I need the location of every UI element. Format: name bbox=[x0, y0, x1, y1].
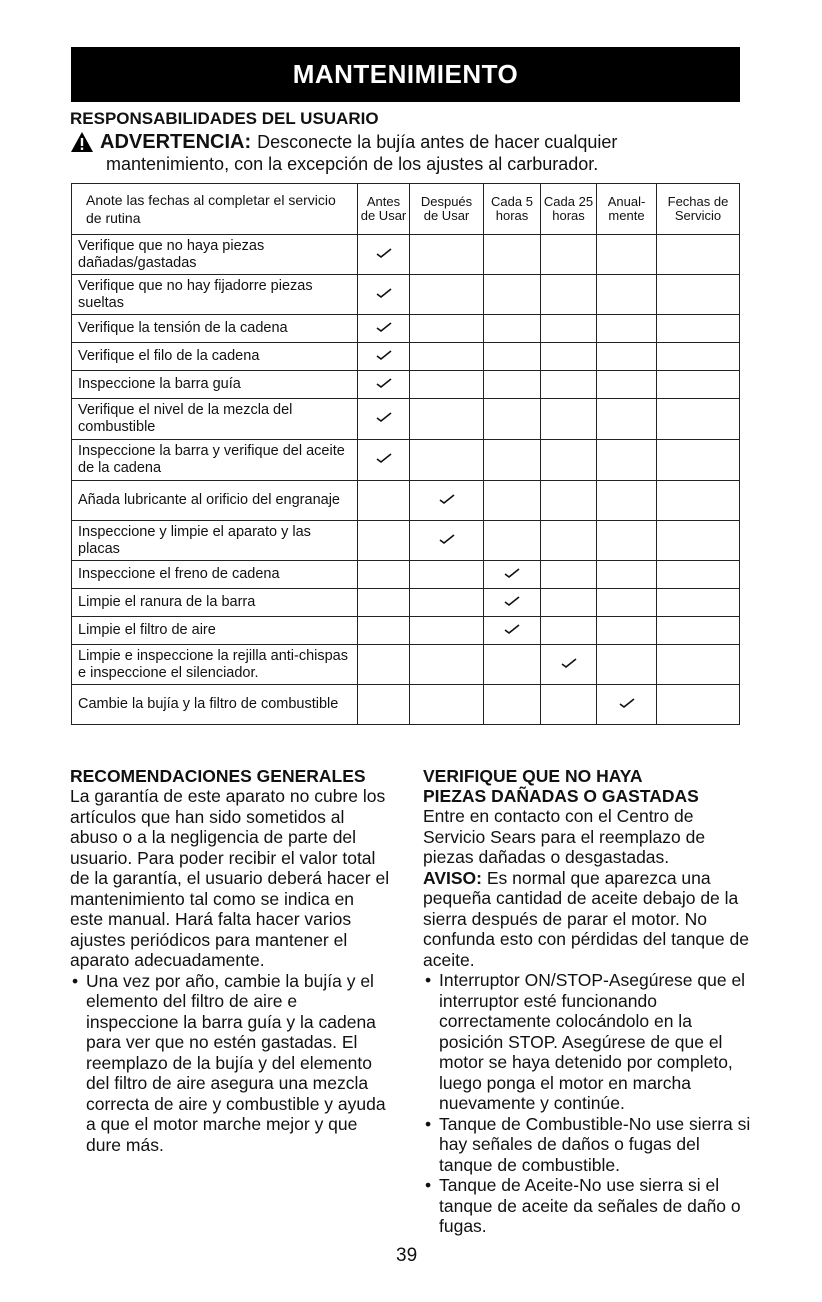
schedule-cell bbox=[410, 561, 484, 589]
service-date-cell bbox=[657, 235, 740, 275]
paragraph: Entre en contacto con el Centro de Servicio Sears para el reemplazo de piezas dañadas o desgastadas. bbox=[423, 806, 706, 867]
task-cell: Añada lubricante al orificio del engranaje bbox=[72, 481, 358, 521]
check-mark-icon bbox=[439, 493, 455, 505]
schedule-cell bbox=[410, 617, 484, 645]
schedule-cell bbox=[597, 481, 657, 521]
table-row bbox=[72, 440, 740, 481]
maintenance-schedule-table bbox=[71, 183, 740, 725]
schedule-cell bbox=[358, 481, 410, 521]
schedule-cell bbox=[597, 399, 657, 440]
task-cell: Verifique la tensión de la cadena bbox=[72, 315, 358, 343]
task-cell: Inspeccione la barra guía bbox=[72, 371, 358, 399]
task-cell: Limpie el ranura de la barra bbox=[72, 589, 358, 617]
schedule-cell bbox=[484, 399, 541, 440]
warning-label: ADVERTENCIA: bbox=[100, 131, 252, 153]
service-date-cell bbox=[657, 481, 740, 521]
schedule-cell bbox=[541, 685, 597, 725]
check-mark-icon bbox=[376, 377, 392, 389]
check-mark-icon bbox=[561, 657, 577, 669]
table-header-description: Anote las fechas al completar el servicio de rutina bbox=[72, 184, 358, 235]
schedule-cell bbox=[484, 589, 541, 617]
task-cell: Verifique el nivel de la mezcla del combustible bbox=[72, 399, 358, 440]
service-date-cell bbox=[657, 685, 740, 725]
service-date-cell bbox=[657, 315, 740, 343]
schedule-cell bbox=[541, 440, 597, 481]
task-cell: Verifique que no haya piezas dañadas/gastadas bbox=[72, 235, 358, 275]
task-cell: Verifique que no hay fijadorre piezas sueltas bbox=[72, 275, 358, 315]
service-date-cell bbox=[657, 617, 740, 645]
task-cell: Limpie e inspeccione la rejilla anti-chispas e inspeccione el silenciador. bbox=[72, 645, 358, 685]
schedule-cell bbox=[358, 315, 410, 343]
check-mark-icon bbox=[376, 287, 392, 299]
heading-line: VERIFIQUE QUE NO HAYA bbox=[423, 766, 643, 786]
schedule-cell bbox=[484, 275, 541, 315]
schedule-cell bbox=[358, 521, 410, 561]
schedule-cell bbox=[484, 235, 541, 275]
schedule-cell bbox=[484, 645, 541, 685]
aviso-paragraph bbox=[423, 868, 753, 971]
schedule-cell bbox=[541, 481, 597, 521]
schedule-cell bbox=[410, 521, 484, 561]
check-mark-icon bbox=[439, 533, 455, 545]
check-mark-icon bbox=[376, 452, 392, 464]
schedule-cell bbox=[358, 645, 410, 685]
schedule-cell bbox=[597, 315, 657, 343]
schedule-cell bbox=[358, 399, 410, 440]
service-date-cell bbox=[657, 589, 740, 617]
schedule-cell bbox=[597, 521, 657, 561]
service-date-cell bbox=[657, 399, 740, 440]
schedule-cell bbox=[541, 645, 597, 685]
section-title: RESPONSABILIDADES DEL USUARIO bbox=[70, 109, 379, 128]
table-row bbox=[72, 235, 740, 275]
schedule-cell bbox=[597, 617, 657, 645]
page-number: 39 bbox=[396, 1245, 418, 1266]
damaged-parts-section bbox=[423, 766, 753, 1237]
schedule-cell bbox=[410, 440, 484, 481]
column-header: Cada 5 horas bbox=[484, 184, 541, 235]
section-heading bbox=[423, 766, 753, 806]
table-row bbox=[72, 371, 740, 399]
schedule-cell bbox=[484, 343, 541, 371]
schedule-cell bbox=[484, 440, 541, 481]
check-mark-icon bbox=[619, 697, 635, 709]
schedule-cell bbox=[410, 399, 484, 440]
table-header-row bbox=[72, 184, 740, 235]
task-cell: Verifique el filo de la cadena bbox=[72, 343, 358, 371]
schedule-cell bbox=[484, 371, 541, 399]
check-mark-icon bbox=[376, 411, 392, 423]
list-item: • Tanque de Combustible-No use sierra si hay señales de daños o fugas del tanque de combustible. bbox=[423, 1114, 753, 1176]
check-mark-icon bbox=[376, 349, 392, 361]
schedule-cell bbox=[597, 685, 657, 725]
schedule-cell bbox=[358, 371, 410, 399]
schedule-cell bbox=[541, 343, 597, 371]
schedule-cell bbox=[358, 589, 410, 617]
schedule-cell bbox=[541, 371, 597, 399]
warning-text-line2: mantenimiento, con la excepción de los ajustes al carburador. bbox=[106, 154, 599, 174]
schedule-cell bbox=[358, 685, 410, 725]
service-date-cell bbox=[657, 343, 740, 371]
table-row bbox=[72, 481, 740, 521]
schedule-cell bbox=[358, 440, 410, 481]
schedule-cell bbox=[358, 561, 410, 589]
table-row bbox=[72, 685, 740, 725]
table-row bbox=[72, 617, 740, 645]
schedule-cell bbox=[597, 561, 657, 589]
table-row bbox=[72, 589, 740, 617]
paragraph: La garantía de este aparato no cubre los artículos que han sido sometidos al abuso o a la negligencia de parte del usuario. Para poder recibir el valor total de la garantía, el usuario deberá hacer el mantenimiento tal como se indica en este manual. Hará falta hacer varios ajustes periódicos para mantener el aparato adecuadamente. bbox=[70, 786, 390, 970]
schedule-cell bbox=[358, 275, 410, 315]
schedule-cell bbox=[484, 481, 541, 521]
task-cell: Inspeccione la barra y verifique del aceite de la cadena bbox=[72, 440, 358, 481]
section-heading: RECOMENDACIONES GENERALES bbox=[70, 766, 366, 786]
column-header: Antes de Usar bbox=[358, 184, 410, 235]
schedule-cell bbox=[597, 343, 657, 371]
table-row bbox=[72, 399, 740, 440]
bullet-list bbox=[70, 971, 390, 1156]
schedule-cell bbox=[597, 275, 657, 315]
column-header: Cada 25 horas bbox=[541, 184, 597, 235]
service-date-cell bbox=[657, 371, 740, 399]
schedule-cell bbox=[541, 521, 597, 561]
service-date-cell bbox=[657, 521, 740, 561]
schedule-cell bbox=[410, 343, 484, 371]
table-row bbox=[72, 343, 740, 371]
schedule-cell bbox=[410, 235, 484, 275]
task-cell: Inspeccione y limpie el aparato y las placas bbox=[72, 521, 358, 561]
service-date-cell bbox=[657, 561, 740, 589]
schedule-cell bbox=[484, 561, 541, 589]
schedule-cell bbox=[410, 685, 484, 725]
aviso-text: Es normal que aparezca una pequeña cantidad de aceite debajo de la sierra después de parar el motor. No confunda esto con pérdidas del tanque de aceite. bbox=[423, 867, 749, 970]
warning-text-line1: Desconecte la bujía antes de hacer cualquier bbox=[257, 132, 618, 152]
task-cell: Cambie la bujía y la filtro de combustible bbox=[72, 685, 358, 725]
list-item: • Tanque de Aceite-No use sierra si el tanque de aceite da señales de daño o fugas. bbox=[423, 1175, 753, 1237]
check-mark-icon bbox=[504, 567, 520, 579]
warning-notice bbox=[70, 131, 770, 175]
schedule-cell bbox=[358, 235, 410, 275]
check-mark-icon bbox=[376, 321, 392, 333]
schedule-cell bbox=[410, 371, 484, 399]
schedule-cell bbox=[484, 315, 541, 343]
heading-line: PIEZAS DAÑADAS O GASTADAS bbox=[423, 786, 699, 806]
column-header: Después de Usar bbox=[410, 184, 484, 235]
table-row bbox=[72, 561, 740, 589]
general-recommendations-section bbox=[70, 766, 390, 1155]
schedule-cell bbox=[597, 235, 657, 275]
list-item: • Una vez por año, cambie la bujía y el elemento del filtro de aire e inspeccione la barra guía y la cadena para ver que no estén gastadas. El reemplazo de la bujía y del elemento del filtro de aire asegura una mezcla correcta de aire y combustible y ayuda a que el motor marche mejor y que dure más. bbox=[70, 971, 390, 1156]
check-mark-icon bbox=[504, 595, 520, 607]
schedule-cell bbox=[410, 315, 484, 343]
aviso-label: AVISO: bbox=[423, 867, 482, 888]
schedule-cell bbox=[597, 371, 657, 399]
schedule-cell bbox=[541, 315, 597, 343]
page-title: MANTENIMIENTO bbox=[292, 59, 519, 89]
check-mark-icon bbox=[376, 247, 392, 259]
schedule-cell bbox=[484, 521, 541, 561]
check-mark-icon bbox=[504, 623, 520, 635]
schedule-cell bbox=[597, 589, 657, 617]
table-body bbox=[72, 235, 740, 725]
list-item: • Interruptor ON/STOP-Asegúrese que el interruptor esté funcionando correctamente colocándolo en la posición STOP. Asegúrese de que el motor se haya detenido por completo, luego ponga el motor en marcha nuevamente y continúe. bbox=[423, 970, 753, 1114]
schedule-cell bbox=[541, 617, 597, 645]
schedule-cell bbox=[541, 589, 597, 617]
schedule-cell bbox=[410, 645, 484, 685]
schedule-cell bbox=[410, 481, 484, 521]
schedule-cell bbox=[597, 440, 657, 481]
service-date-cell bbox=[657, 440, 740, 481]
schedule-cell bbox=[541, 561, 597, 589]
bullet-list bbox=[423, 970, 753, 1237]
schedule-cell bbox=[541, 275, 597, 315]
schedule-cell bbox=[358, 343, 410, 371]
schedule-cell bbox=[484, 617, 541, 645]
task-cell: Limpie el filtro de aire bbox=[72, 617, 358, 645]
table-row bbox=[72, 521, 740, 561]
schedule-cell bbox=[410, 275, 484, 315]
warning-triangle-icon bbox=[70, 131, 94, 153]
schedule-cell bbox=[541, 235, 597, 275]
table-row bbox=[72, 315, 740, 343]
column-header: Anual- mente bbox=[597, 184, 657, 235]
table-row bbox=[72, 275, 740, 315]
schedule-cell bbox=[358, 617, 410, 645]
task-cell: Inspeccione el freno de cadena bbox=[72, 561, 358, 589]
column-header: Fechas de Servicio bbox=[657, 184, 740, 235]
schedule-cell bbox=[541, 399, 597, 440]
schedule-cell bbox=[597, 645, 657, 685]
schedule-cell bbox=[484, 685, 541, 725]
table-row bbox=[72, 645, 740, 685]
service-date-cell bbox=[657, 275, 740, 315]
service-date-cell bbox=[657, 645, 740, 685]
page-title-banner bbox=[71, 47, 740, 102]
schedule-cell bbox=[410, 589, 484, 617]
